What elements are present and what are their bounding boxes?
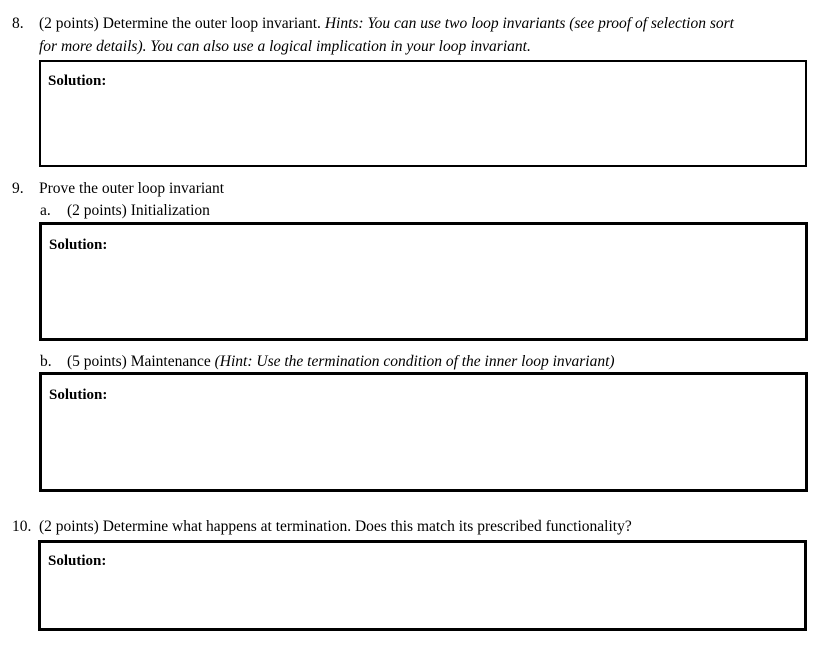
question-9b-solution-label: Solution:: [49, 387, 108, 403]
question-8-text: (2 points) Determine the outer loop invariant.: [39, 15, 325, 32]
question-9a-letter: a.: [40, 202, 51, 219]
question-9b-text: (5 points) Maintenance: [67, 353, 215, 370]
question-10-text: (2 points) Determine what happens at termination. Does this match its prescribed functionality?: [39, 518, 632, 535]
question-9-number: 9.: [12, 180, 24, 197]
question-9a-solution-box[interactable]: [39, 222, 808, 341]
question-8-solution-label: Solution:: [48, 73, 107, 89]
question-8-solution-box[interactable]: [39, 60, 807, 167]
question-9b-letter: b.: [40, 353, 52, 370]
question-8-number: 8.: [12, 15, 24, 32]
question-9b-hint: (Hint: Use the termination condition of the inner loop invariant): [214, 353, 615, 370]
question-8-hint-line2: for more details). You can also use a logical implication in your loop invariant.: [39, 38, 531, 55]
question-10-solution-label: Solution:: [48, 553, 107, 569]
question-8-prompt-line1: [39, 14, 734, 34]
question-9a-text: (2 points) Initialization: [67, 202, 210, 219]
question-8-hint-line1: Hints: You can use two loop invariants (see proof of selection sort: [324, 15, 734, 32]
question-9a-solution-label: Solution:: [49, 237, 108, 253]
question-10-number: 10.: [12, 518, 32, 535]
question-9b-solution-box[interactable]: [39, 372, 808, 492]
question-9b-prompt: [67, 352, 615, 372]
question-10-solution-box[interactable]: [38, 540, 807, 631]
question-9-text: Prove the outer loop invariant: [39, 180, 225, 197]
